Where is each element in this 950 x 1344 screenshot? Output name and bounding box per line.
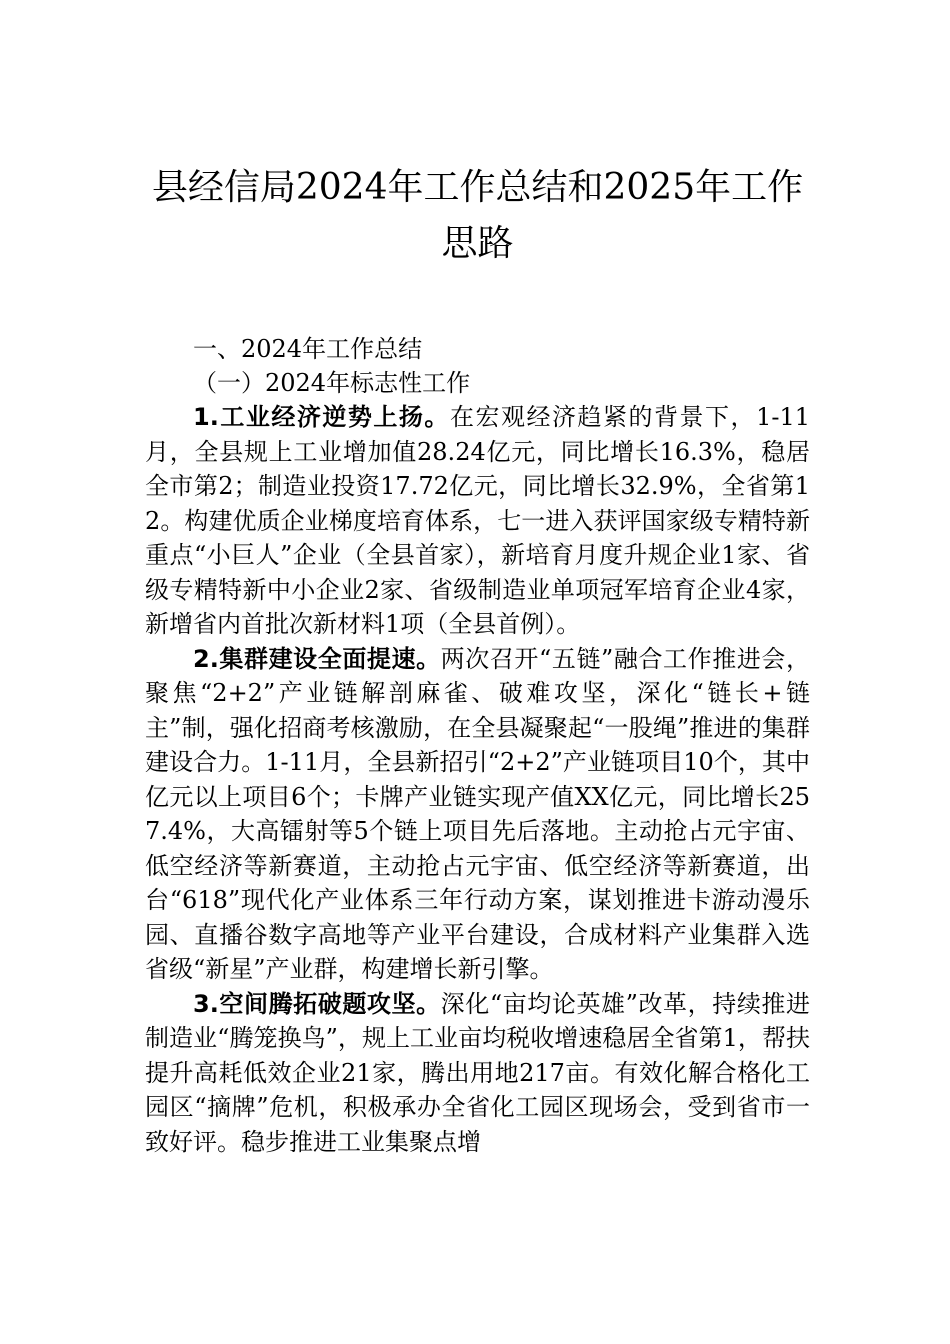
paragraph-3-body: 深化“亩均论英雄”改革，持续推进制造业“腾笼换鸟”，规上工业亩均税收增速稳居全省第1，帮扶提升高耗低效企业21家，腾出用地217亩。有效化解合格化工园区“摘牌”危机，积极承办全省化工园区现场会，受到省市一致好评。稳步推进工业集聚点增 xyxy=(145,989,810,1156)
document-title: 县经信局2024年工作总结和2025年工作思路 xyxy=(151,167,804,264)
paragraph-3 xyxy=(145,987,810,1160)
document-page xyxy=(145,160,810,1159)
paragraph-2 xyxy=(145,642,810,987)
paragraph-1 xyxy=(145,400,810,642)
subsection-heading: （一）2024年标志性工作 xyxy=(193,369,471,397)
paragraph-2-lead: 2.集群建设全面提速。 xyxy=(193,644,441,673)
section-heading: 一、2024年工作总结 xyxy=(193,335,423,363)
paragraph-3-lead: 3.空间腾拓破题攻坚。 xyxy=(193,989,441,1018)
paragraph-1-body: 在宏观经济趋紧的背景下，1-11月，全县规上工业增加值28.24亿元，同比增长16.3%，稳居全市第2；制造业投资17.72亿元，同比增长32.9%，全省第12。构建优质企业梯度培育体系，七一进入获评国家级专精特新重点“小巨人”企业（全县首家），新培育月度升规企业1家、省级专精特新中小企业2家、省级制造业单项冠军培育企业4家，新增省内首批次新材料1项（全县首例）。 xyxy=(145,403,810,638)
paragraph-1-lead: 1.工业经济逆势上扬。 xyxy=(193,403,450,431)
paragraph-2-body: 两次召开“五链”融合工作推进会，聚焦“2+2”产业链解剖麻雀、破难攻坚，深化“链长+链主”制，强化招商考核激励，在全县凝聚起“一股绳”推进的集群建设合力。1-11月，全县新招引“2+2”产业链项目10个，其中亿元以上项目6个；卡牌产业链实现产值XX亿元，同比增长257.4%，大高镭射等5个链上项目先后落地。主动抢占元宇宙、低空经济等新赛道，主动抢占元宇宙、低空经济等新赛道，出台“618”现代化产业体系三年行动方案，谋划推进卡游动漫乐园、直播谷数字高地等产业平台建设，合成材料产业集群入选省级“新星”产业群，构建增长新引擎。 xyxy=(145,644,810,983)
